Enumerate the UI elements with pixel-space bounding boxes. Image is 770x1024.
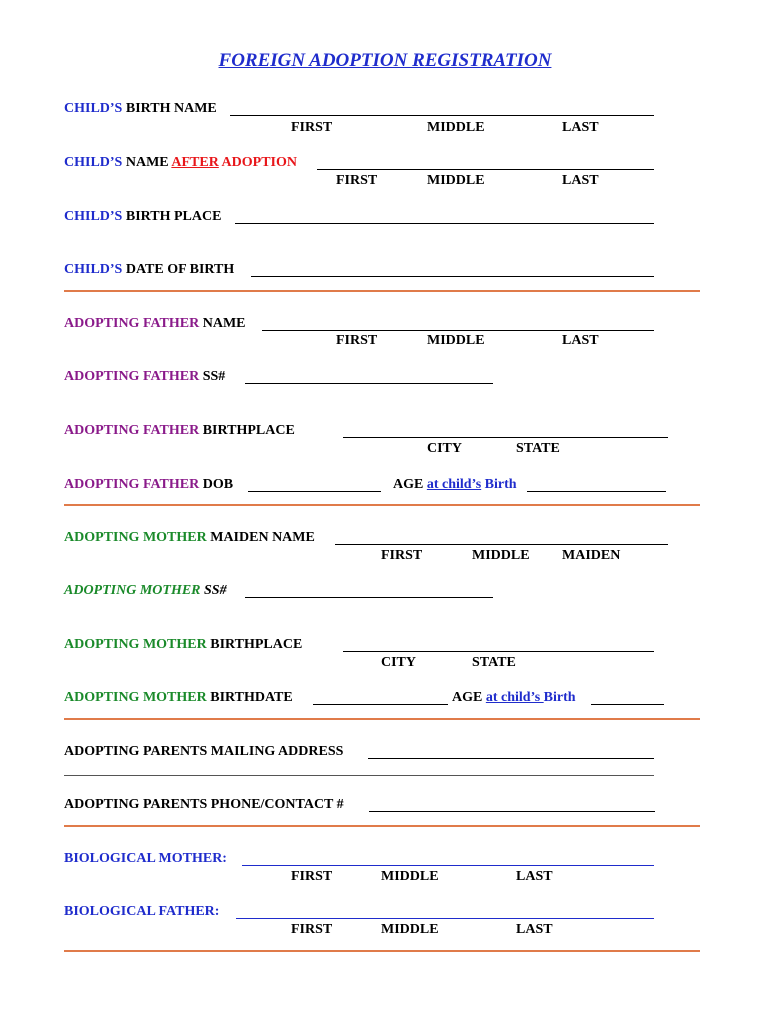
father-ss-label: ADOPTING FATHER SS# xyxy=(64,369,226,384)
sublabel-first: FIRST xyxy=(381,548,423,563)
father-age-label: AGE at child’s Birth xyxy=(393,477,517,492)
child-birth-name-label: CHILD’S BIRTH NAME xyxy=(64,101,217,116)
sublabel-last: LAST xyxy=(562,120,599,135)
section-divider xyxy=(64,950,700,952)
mother-birthdate-label: ADOPTING MOTHER BIRTHDATE xyxy=(64,690,293,705)
section-divider xyxy=(64,825,700,827)
child-name-after-adoption-label: CHILD’S NAME AFTER ADOPTION xyxy=(64,155,297,170)
bio-mother-field[interactable] xyxy=(242,865,654,866)
parents-phone-label: ADOPTING PARENTS PHONE/CONTACT # xyxy=(64,797,344,812)
mother-maiden-label: ADOPTING MOTHER MAIDEN NAME xyxy=(64,530,315,545)
father-age-field[interactable] xyxy=(527,491,666,492)
parents-address-label: ADOPTING PARENTS MAILING ADDRESS xyxy=(64,744,344,759)
bio-father-field[interactable] xyxy=(236,918,654,919)
sublabel-middle: MIDDLE xyxy=(381,869,439,884)
mother-ss-field[interactable] xyxy=(245,597,493,598)
sublabel-last: LAST xyxy=(562,173,599,188)
father-name-field[interactable] xyxy=(262,330,654,331)
mother-age-field[interactable] xyxy=(591,704,664,705)
mother-birthdate-field[interactable] xyxy=(313,704,448,705)
father-ss-field[interactable] xyxy=(245,383,493,384)
sublabel-middle: MIDDLE xyxy=(427,173,485,188)
sublabel-middle: MIDDLE xyxy=(427,120,485,135)
father-birthplace-label: ADOPTING FATHER BIRTHPLACE xyxy=(64,423,295,438)
parents-address-field[interactable] xyxy=(368,758,654,759)
parents-phone-field[interactable] xyxy=(369,811,655,812)
sublabel-last: LAST xyxy=(562,333,599,348)
father-birthplace-field[interactable] xyxy=(343,437,668,438)
sublabel-middle: MIDDLE xyxy=(472,548,530,563)
child-birth-name-field[interactable] xyxy=(230,115,654,116)
sublabel-first: FIRST xyxy=(291,922,333,937)
sublabel-last: LAST xyxy=(516,922,553,937)
sublabel-city: CITY xyxy=(427,441,463,456)
child-dob-label: CHILD’S DATE OF BIRTH xyxy=(64,262,235,277)
parents-address-field-line2[interactable] xyxy=(64,775,654,776)
mother-maiden-field[interactable] xyxy=(335,544,668,545)
sublabel-first: FIRST xyxy=(336,333,378,348)
sublabel-state: STATE xyxy=(472,655,516,670)
sublabel-city: CITY xyxy=(381,655,417,670)
mother-birthplace-label: ADOPTING MOTHER BIRTHPLACE xyxy=(64,637,303,652)
sublabel-last: LAST xyxy=(516,869,553,884)
sublabel-first: FIRST xyxy=(291,869,333,884)
child-birth-place-label: CHILD’S BIRTH PLACE xyxy=(64,209,222,224)
mother-ss-label: ADOPTING MOTHER SS# xyxy=(64,583,227,598)
form-title: FOREIGN ADOPTION REGISTRATION xyxy=(218,50,552,71)
section-divider xyxy=(64,290,700,292)
section-divider xyxy=(64,504,700,506)
bio-mother-label: BIOLOGICAL MOTHER: xyxy=(64,851,227,866)
sublabel-middle: MIDDLE xyxy=(381,922,439,937)
bio-father-label: BIOLOGICAL FATHER: xyxy=(64,904,220,919)
mother-birthplace-field[interactable] xyxy=(343,651,654,652)
child-birth-place-field[interactable] xyxy=(235,223,654,224)
father-dob-label: ADOPTING FATHER DOB xyxy=(64,477,234,492)
sublabel-first: FIRST xyxy=(336,173,378,188)
sublabel-first: FIRST xyxy=(291,120,333,135)
mother-age-label: AGE at child’s Birth xyxy=(452,690,576,705)
sublabel-middle: MIDDLE xyxy=(427,333,485,348)
section-divider xyxy=(64,718,700,720)
father-dob-field[interactable] xyxy=(248,491,381,492)
child-name-after-adoption-field[interactable] xyxy=(317,169,654,170)
father-name-label: ADOPTING FATHER NAME xyxy=(64,316,246,331)
sublabel-state: STATE xyxy=(516,441,560,456)
child-dob-field[interactable] xyxy=(251,276,654,277)
sublabel-maiden: MAIDEN xyxy=(562,548,621,563)
